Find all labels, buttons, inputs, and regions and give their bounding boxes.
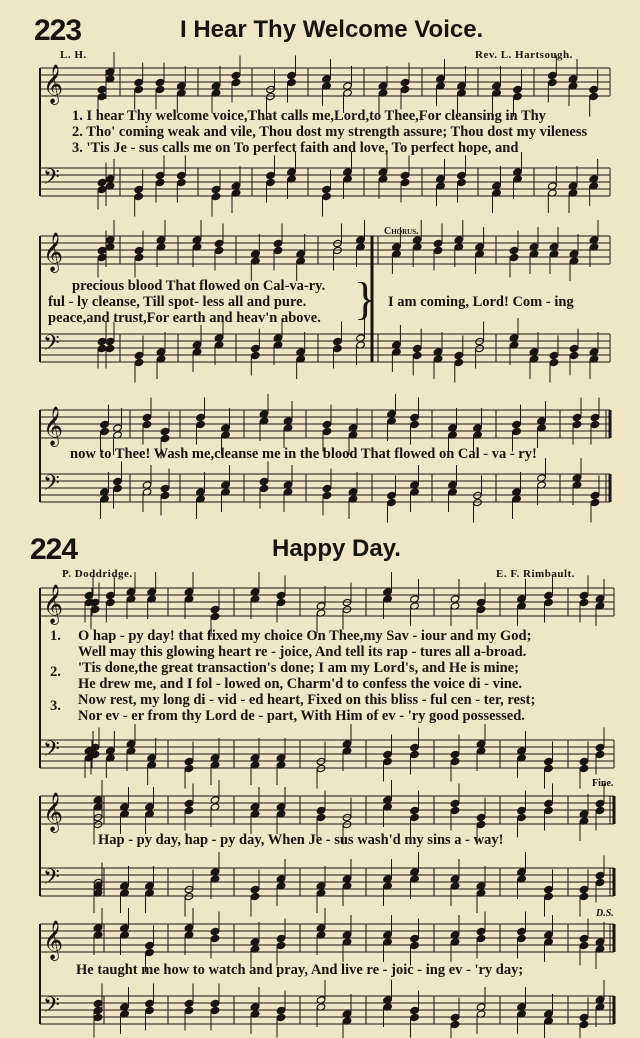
- hymn-223-system-3-note: [142, 420, 152, 428]
- hymn-223-system-1-note: [266, 171, 276, 179]
- fine-label: Fine.: [592, 778, 614, 789]
- hymn-224-system-2-note: [476, 813, 486, 821]
- hymn-224-system-1-bass-clef-icon: 𝄢: [43, 737, 60, 767]
- hymn-224-system-1-note: [410, 743, 420, 751]
- hymn-223-system-3-note: [572, 420, 582, 428]
- hymn-223-chorus-line-2: now to Thee! Wash me,cleanse me in the blood That flowed on Cal - va - ry!: [70, 446, 537, 462]
- hymn-224-system-3-bass-clef-icon: 𝄢: [43, 993, 60, 1023]
- hymn-223-system-1-note: [97, 85, 107, 93]
- hymn-223-system-2-note: [97, 337, 107, 345]
- hymn-223-system-3-note: [142, 413, 152, 421]
- verse-number: 3.: [50, 698, 61, 714]
- verse-line: Well may this glowing heart re - joice, And tell its rap - tures all a-broad.: [78, 644, 527, 660]
- hymn-223-system-1-note: [400, 85, 410, 93]
- hymn-224-system-2-note: [476, 820, 486, 828]
- hymn-223-system-2-note: [569, 344, 579, 352]
- hymn-223-system-1-note: [97, 178, 107, 186]
- hymn-223-system-3-note: [322, 491, 332, 499]
- verse-number: 1.: [50, 628, 61, 644]
- hymn-223-system-3-note: [160, 434, 170, 442]
- hymn-223-system-1-note: [457, 171, 467, 179]
- hymn-223-system-1-note: [134, 185, 144, 193]
- hymn-224-system-3-note: [450, 1020, 460, 1028]
- hymn-223-system-2-note: [105, 344, 115, 352]
- hymn-224-system-1-note: [383, 757, 393, 765]
- hymn-224-system-3-note: [450, 1013, 460, 1021]
- hymn-224-system-2-note: [517, 806, 527, 814]
- hymn-223-system-1-note: [513, 92, 523, 100]
- hymn-223-system-1-note: [287, 78, 297, 86]
- hymn-224-system-3-note: [579, 941, 589, 949]
- hymn-224-system-1-note: [106, 591, 116, 599]
- hymn-223-system-3-note: [259, 484, 269, 492]
- hymn-224-system-2-note: [544, 892, 554, 900]
- hymn-223-system-1-note: [97, 185, 107, 193]
- hymn-223-system-3-note: [113, 484, 123, 492]
- hymn-224-system-3-note: [579, 1020, 589, 1028]
- hymn-224-system-2-treble-clef-icon: 𝄞: [43, 792, 64, 832]
- hymn-223-system-1-note: [155, 78, 165, 86]
- hymn-224-system-3-note: [410, 1006, 420, 1014]
- hymn-224-system-2-note: [184, 799, 194, 807]
- hymn-223-system-3-note: [387, 498, 397, 506]
- hymn-223-system-3-note: [590, 413, 600, 421]
- hymn-223-verse-1-line-2: precious blood That flowed on Cal-va-ry.: [72, 278, 326, 294]
- hymn-223-system-2-note: [97, 344, 107, 352]
- hymn-223-system-2-note: [412, 344, 422, 352]
- hymn-224-system-1-note: [276, 598, 286, 606]
- hymn-224-system-1-note: [276, 591, 286, 599]
- hymn-224-system-3-treble-clef-icon: 𝄞: [43, 920, 64, 960]
- hymn-223-verse-2-line-2: ful - ly cleanse, Till spot- less all and pure.: [48, 294, 307, 310]
- hymn-223-system-1-note: [177, 178, 187, 186]
- hymn-224-system-1-note: [579, 591, 589, 599]
- hymn-224-system-2-note: [450, 799, 460, 807]
- hymn-224-system-3-note: [210, 927, 220, 935]
- hymn-223-system-3-note: [160, 484, 170, 492]
- hymn-224-system-1-note: [210, 605, 220, 613]
- hymn-224-system-2-note: [595, 806, 605, 814]
- hymn-224-system-2-note: [410, 806, 420, 814]
- hymn-223-system-2-note: [214, 239, 224, 247]
- hymn-223-system-1-note: [97, 92, 107, 100]
- hymn-224-system-2-note: [184, 806, 194, 814]
- hymn-224-system-2-note: [517, 813, 527, 821]
- hymn-223-system-3-note: [100, 420, 110, 428]
- verse-line: He drew me, and I fol - lowed on, Charm'd to confess the voice di - vine.: [78, 676, 522, 692]
- hymn-223-system-1-note: [513, 85, 523, 93]
- hymn-224-system-3-note: [93, 999, 103, 1007]
- hymn-224-system-1-note: [579, 598, 589, 606]
- hymn-224-system-1-note: [210, 612, 220, 620]
- verse-line: Now rest, my long di - vid - ed heart, Fixed on this bliss - ful cen - ter, rest;: [78, 692, 536, 708]
- hymn-224-system-3-note: [410, 941, 420, 949]
- hymn-224-system-3-note: [210, 934, 220, 942]
- verse-line: 'Tis done,the great transaction's done; I am my Lord's, and He is mine;: [78, 660, 519, 676]
- hymn-223-system-3-note: [196, 413, 206, 421]
- hymn-224-system-3-note: [145, 941, 155, 949]
- hymn-224-system-3-note: [517, 934, 527, 942]
- hymn-224-system-3-note: [210, 999, 220, 1007]
- hymn-224-system-2-note: [450, 806, 460, 814]
- hymn-224-system-1-note: [410, 750, 420, 758]
- hymn-223-system-3-note: [322, 420, 332, 428]
- hymn-224-system-3-note: [93, 1013, 103, 1021]
- hymn-223-system-2-treble-clef-icon: 𝄞: [43, 232, 64, 272]
- hymn-224-system-3-note: [145, 948, 155, 956]
- hymn-223-system-3-note: [572, 413, 582, 421]
- hymn-224-system-2-note: [250, 892, 260, 900]
- hymn-223-system-1-note: [211, 192, 221, 200]
- verse-line: Nor ev - er from thy Lord de - part, With Him of ev - 'ry good possessed.: [78, 708, 525, 724]
- hymn-223-system-2-note: [549, 351, 559, 359]
- hymn-223-system-1-note: [155, 178, 165, 186]
- hymn-223-system-2-note: [251, 351, 261, 359]
- hymn-223-system-3-note: [196, 420, 206, 428]
- hymn-224-system-3-note: [93, 1006, 103, 1014]
- hymn-224-system-1-note: [450, 750, 460, 758]
- hymn-224-system-3-note: [276, 1013, 286, 1021]
- hymn-224-system-1-note: [184, 757, 194, 765]
- hymn-224-system-1-note: [544, 764, 554, 772]
- hymn-224-system-1-note: [106, 598, 116, 606]
- hymn-223-system-2-note: [214, 246, 224, 254]
- hymn-223-system-1-note: [177, 171, 187, 179]
- hymn-223-chorus-line-1: I am coming, Lord! Com - ing: [388, 294, 574, 310]
- hymn-223-system-1-note: [548, 78, 558, 86]
- hymn-223-system-2-note: [134, 253, 144, 261]
- hymn-224-system-1-note: [476, 598, 486, 606]
- hymn-223-music-credit: Rev. L. Hartsough.: [475, 49, 573, 61]
- hymn-223-system-1-note: [155, 85, 165, 93]
- hymn-223-system-3-note: [100, 427, 110, 435]
- hymn-223-system-1-note: [155, 171, 165, 179]
- hymn-223-system-1-note: [322, 185, 332, 193]
- hymn-224-number: 224: [30, 533, 78, 566]
- hymn-224-system-2-note: [595, 799, 605, 807]
- hymn-224-system-2-note: [250, 885, 260, 893]
- chorus-label: Chorus.: [384, 226, 419, 237]
- hymn-224-system-1-note: [595, 743, 605, 751]
- hymn-224-system-3-note: [579, 1013, 589, 1021]
- hymn-223-system-2-note: [412, 351, 422, 359]
- hymn-224-system-3-note: [476, 934, 486, 942]
- hymn-223-system-3-note: [322, 484, 332, 492]
- hymn-224-system-3-note: [276, 1006, 286, 1014]
- hymn-223-system-2-note: [454, 351, 464, 359]
- verse-number: 2.: [50, 664, 61, 680]
- hymn-224-system-3-note: [184, 1006, 194, 1014]
- hymn-224-system-1-note: [544, 591, 554, 599]
- hymn-223-system-1-note: [400, 171, 410, 179]
- hymn-223-system-2-note: [333, 337, 343, 345]
- hymn-223-system-3-note: [590, 498, 600, 506]
- hymn-224-system-1-note: [184, 764, 194, 772]
- hymn-224-system-3-note: [579, 934, 589, 942]
- ds-label: D.S.: [596, 908, 614, 919]
- hymn-223-system-1-treble-clef-icon: 𝄞: [43, 64, 64, 104]
- hymn-224-system-3-note: [184, 999, 194, 1007]
- hymn-223-system-3-note: [590, 491, 600, 499]
- hymn-223-system-2-note: [569, 351, 579, 359]
- hymn-223-system-3-note: [160, 491, 170, 499]
- hymn-224-system-2-note: [316, 813, 326, 821]
- hymn-224-system-2-note: [544, 885, 554, 893]
- hymn-223-system-3-note: [590, 420, 600, 428]
- hymn-223-system-1-note: [134, 78, 144, 86]
- hymn-223-system-2-note: [273, 246, 283, 254]
- hymn-224-system-3-note: [145, 1006, 155, 1014]
- hymn-223-system-1-note: [231, 78, 241, 86]
- hymn-223-verse-1-line-1: 1. I hear Thy welcome voice,That calls me,Lord,to Thee,For cleansing in Thy: [72, 108, 546, 124]
- hymn-223-system-2-note: [433, 239, 443, 247]
- hymn-223-system-1-note: [589, 92, 599, 100]
- hymn-224-words-credit: P. Doddridge.: [62, 568, 133, 580]
- hymn-223-system-3-note: [160, 427, 170, 435]
- hymn-223-system-3-note: [512, 427, 522, 435]
- hymn-224-system-2-note: [544, 806, 554, 814]
- hymn-223-system-2-note: [134, 358, 144, 366]
- hymn-223-system-2-note: [333, 344, 343, 352]
- hymn-223-system-3-note: [259, 477, 269, 485]
- hymn-223-system-1-note: [211, 185, 221, 193]
- hymn-223-system-2-note: [97, 253, 107, 261]
- hymn-224-system-2-bass-clef-icon: 𝄢: [43, 865, 60, 895]
- hymn-224-system-3-note: [145, 999, 155, 1007]
- hymn-223-system-2-note: [97, 246, 107, 254]
- hymn-223-words-credit: L. H.: [60, 49, 87, 61]
- hymn-223-system-1-note: [589, 85, 599, 93]
- hymn-224-refrain-line-2: He taught me how to watch and pray, And live re - joic - ing ev - 'ry day;: [76, 962, 524, 978]
- hymn-223-system-3-note: [512, 420, 522, 428]
- hymn-224-system-2-note: [595, 878, 605, 886]
- hymn-223-system-2-note: [433, 246, 443, 254]
- hymn-224-system-2-note: [579, 892, 589, 900]
- hymn-223-system-2-note: [549, 358, 559, 366]
- hymn-224-title: Happy Day.: [272, 535, 401, 562]
- hymn-224-system-3-note: [276, 941, 286, 949]
- hymn-223-verse-2-line-1: 2. Tho' coming weak and vile, Thou dost my strength assure; Thou dost my vileness: [72, 124, 588, 140]
- hymn-223-system-2-note: [273, 239, 283, 247]
- hymn-224-system-1-note: [450, 757, 460, 765]
- hymn-223-system-1-note: [400, 78, 410, 86]
- hymn-223-system-1-note: [231, 71, 241, 79]
- verse-line: O hap - py day! that fixed my choice On Thee,my Sav - iour and my God;: [78, 628, 532, 644]
- hymn-223-system-2-note: [509, 246, 519, 254]
- hymn-223-system-3-treble-clef-icon: 𝄞: [43, 406, 64, 446]
- hymn-224-system-2-note: [544, 799, 554, 807]
- hymn-224-system-3-note: [517, 927, 527, 935]
- hymn-224-system-1-note: [595, 750, 605, 758]
- hymn-223-system-2-note: [134, 351, 144, 359]
- hymn-224-system-2-note: [316, 806, 326, 814]
- hymn-223-system-3-note: [322, 427, 332, 435]
- hymn-223-system-1-note: [134, 192, 144, 200]
- hymn-224-system-3-note: [410, 1013, 420, 1021]
- hymn-224-system-1-note: [476, 605, 486, 613]
- hymn-223-system-3-note: [410, 420, 420, 428]
- hymn-224-system-1-note: [383, 750, 393, 758]
- hymn-223-system-1-note: [287, 71, 297, 79]
- hymn-223-system-2-note: [509, 253, 519, 261]
- hymn-223-system-1-note: [322, 192, 332, 200]
- hymn-223-system-3-note: [113, 477, 123, 485]
- hymn-223-number: 223: [34, 14, 82, 47]
- hymn-223-system-1-note: [548, 71, 558, 79]
- hymn-224-system-1-note: [579, 757, 589, 765]
- hymn-223-system-1-note: [134, 85, 144, 93]
- hymn-223-title: I Hear Thy Welcome Voice.: [180, 16, 484, 43]
- hymn-224-refrain-line-1: Hap - py day, hap - py day, When Je - sus wash'd my sins a - way!: [98, 832, 504, 848]
- hymn-223-system-1-bass-clef-icon: 𝄢: [43, 165, 60, 195]
- hymn-224-system-2-note: [595, 871, 605, 879]
- verse-brace: }: [354, 273, 377, 324]
- hymn-223-system-1-note: [457, 178, 467, 186]
- hymn-223-system-3-note: [387, 491, 397, 499]
- hymn-223-system-2-note: [134, 246, 144, 254]
- hymn-224-system-2-note: [579, 885, 589, 893]
- hymn-223-system-1-note: [400, 178, 410, 186]
- hymn-223-system-2-bass-clef-icon: 𝄢: [43, 331, 60, 361]
- hymn-223-system-3-note: [410, 413, 420, 421]
- hymn-223-system-2-note: [251, 344, 261, 352]
- hymn-224-system-3-note: [210, 1006, 220, 1014]
- hymn-224-system-3-note: [276, 934, 286, 942]
- hymn-224-system-3-note: [410, 934, 420, 942]
- hymn-223-system-1-note: [266, 178, 276, 186]
- hymn-224-music-credit: E. F. Rimbault.: [496, 568, 575, 580]
- hymn-223-system-3-bass-clef-icon: 𝄢: [43, 471, 60, 501]
- hymn-223-system-2-note: [105, 337, 115, 345]
- hymn-223-verse-3-line-2: peace,and trust,For earth and heav'n above.: [48, 310, 321, 326]
- hymn-224-system-2-note: [410, 813, 420, 821]
- hymn-224-system-1-note: [544, 598, 554, 606]
- hymn-223-system-2-note: [454, 358, 464, 366]
- hymn-224-system-1-note: [579, 764, 589, 772]
- hymn-224-system-3-note: [476, 927, 486, 935]
- hymn-223-verse-3-line-1: 3. 'Tis Je - sus calls me on To perfect faith and love, To perfect hope, and: [72, 140, 519, 156]
- hymn-224-system-1-note: [544, 757, 554, 765]
- hymn-224-system-1-treble-clef-icon: 𝄞: [43, 584, 64, 624]
